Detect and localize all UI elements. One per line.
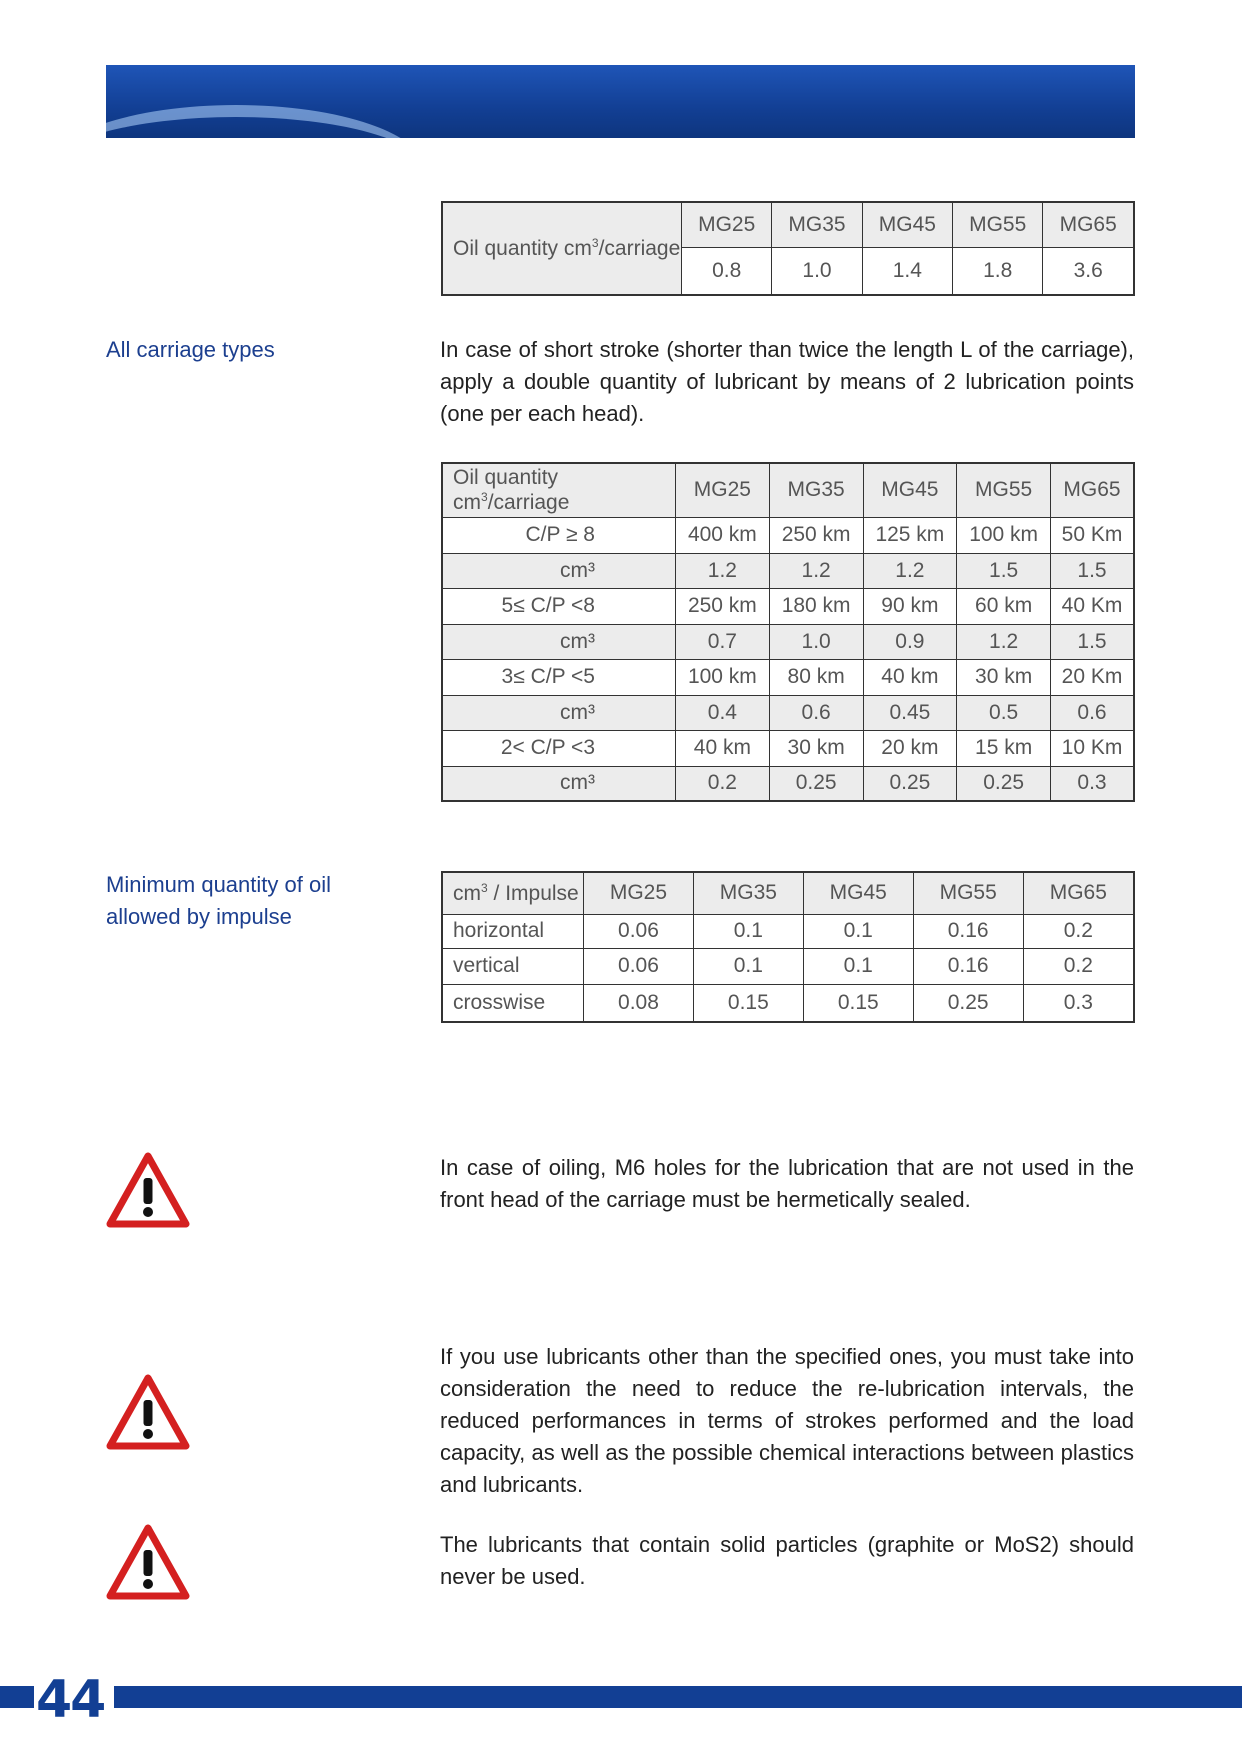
- table2-cell: 250 km: [769, 517, 863, 553]
- table2-row-label: cm³: [442, 766, 676, 801]
- table2-cell: 0.3: [1051, 766, 1135, 801]
- table2-cell: 1.5: [1051, 624, 1135, 659]
- table-row: [442, 984, 1134, 1022]
- table2-cell: 100 km: [957, 517, 1051, 553]
- table2-cell: 1.5: [1051, 553, 1135, 588]
- table2-header: MG25: [676, 463, 770, 517]
- table2-cell: 20 km: [863, 730, 957, 766]
- table2-cell: 1.2: [769, 553, 863, 588]
- table3-header: MG55: [913, 872, 1023, 914]
- table3-row-label: vertical: [442, 948, 584, 984]
- table2-cell: 180 km: [769, 588, 863, 624]
- table3-cell: 0.06: [584, 914, 694, 948]
- footer-bar: [0, 1686, 1242, 1708]
- table1-cell: 3.6: [1043, 247, 1134, 295]
- table2-cell: 0.25: [957, 766, 1051, 801]
- table-row: [442, 695, 1134, 730]
- table1-header: MG25: [682, 202, 772, 247]
- table2-cell: 20 Km: [1051, 659, 1135, 695]
- table1-cell: 0.8: [682, 247, 772, 295]
- all-carriage-types-label: All carriage types: [106, 337, 275, 362]
- table3-row-label: horizontal: [442, 914, 584, 948]
- table2-cell: 0.25: [769, 766, 863, 801]
- table2-row-label: 5≤ C/P <8: [442, 588, 676, 624]
- short-stroke-paragraph: In case of short stroke (shorter than twice the length L of the carriage), apply a double quantity of lubricant by means of 2 lubrication points (one per each head).: [440, 337, 1134, 426]
- table3-cell: 0.15: [803, 984, 913, 1022]
- table2-row-label: 2< C/P <3: [442, 730, 676, 766]
- table2-row-label: C/P ≥ 8: [442, 517, 676, 553]
- table2-cell: 0.2: [676, 766, 770, 801]
- table3-cell: 0.2: [1023, 914, 1134, 948]
- table2-cell: 10 Km: [1051, 730, 1135, 766]
- page-number: 44: [36, 1670, 105, 1730]
- table2-cell: 250 km: [676, 588, 770, 624]
- table3-corner-label: $cm^3$ / Impulse: [442, 872, 584, 914]
- table2-cell: 15 km: [957, 730, 1051, 766]
- table-row: [442, 517, 1134, 553]
- table-row: [442, 659, 1134, 695]
- table-row: [442, 948, 1134, 984]
- table1-header: MG65: [1043, 202, 1134, 247]
- table3-cell: 0.25: [913, 984, 1023, 1022]
- table2-cell: 50 Km: [1051, 517, 1135, 553]
- table2-row-label: cm³: [442, 624, 676, 659]
- table3-cell: 0.1: [693, 914, 803, 948]
- table2-cell: 125 km: [863, 517, 957, 553]
- table2-row-label: cm³: [442, 695, 676, 730]
- table2-cell: 100 km: [676, 659, 770, 695]
- table2-cell: 1.2: [863, 553, 957, 588]
- table3-cell: 0.15: [693, 984, 803, 1022]
- table-row: [442, 766, 1134, 801]
- table2-cell: 0.9: [863, 624, 957, 659]
- table2-cell: 0.5: [957, 695, 1051, 730]
- header-swoosh: [106, 105, 426, 138]
- table2-cell: 1.5: [957, 553, 1051, 588]
- table2-cell: 80 km: [769, 659, 863, 695]
- table1-header: MG45: [862, 202, 952, 247]
- table3-cell: 0.06: [584, 948, 694, 984]
- minimum-oil-label: [106, 869, 331, 933]
- oil-quantity-table: [441, 201, 1135, 296]
- table2-header: MG45: [863, 463, 957, 517]
- table2-cell: 30 km: [769, 730, 863, 766]
- table2-cell: 40 Km: [1051, 588, 1135, 624]
- table2-cell: 60 km: [957, 588, 1051, 624]
- table-row: [442, 553, 1134, 588]
- table-row: [442, 730, 1134, 766]
- table3-header: MG65: [1023, 872, 1134, 914]
- minimum-oil-label-line2: allowed by impulse: [106, 904, 292, 929]
- table2-header: MG55: [957, 463, 1051, 517]
- impulse-table: [441, 871, 1135, 1023]
- table2-cell: 400 km: [676, 517, 770, 553]
- header-banner: [106, 65, 1135, 138]
- table1-cell: 1.4: [862, 247, 952, 295]
- table2-row-label: 3≤ C/P <5: [442, 659, 676, 695]
- table3-cell: 0.3: [1023, 984, 1134, 1022]
- table2-cell: 90 km: [863, 588, 957, 624]
- warning-text-solid-particles: The lubricants that contain solid particles (graphite or MoS2) should never be used.: [440, 1532, 1134, 1589]
- table2-row-label: cm³: [442, 553, 676, 588]
- table2-cell: 1.2: [676, 553, 770, 588]
- table3-header: MG35: [693, 872, 803, 914]
- table2-cell: 0.6: [1051, 695, 1135, 730]
- table2-cell: 0.4: [676, 695, 770, 730]
- table2-header: MG65: [1051, 463, 1135, 517]
- table2-cell: 0.45: [863, 695, 957, 730]
- table-row: [442, 588, 1134, 624]
- table2-cell: 0.25: [863, 766, 957, 801]
- table3-row-label: crosswise: [442, 984, 584, 1022]
- warning-text-other-lubricants: If you use lubricants other than the specified ones, you must take into consideration the need to reduce the re-lubrication intervals, the reduced performances in terms of strokes performed and the load capacity, as well as the possible chemical interactions between plastics and lubricants.: [440, 1344, 1134, 1497]
- table3-cell: 0.1: [803, 914, 913, 948]
- table2-cell: 30 km: [957, 659, 1051, 695]
- table2-corner-label: Oil quantity $cm^3$/carriage: [442, 463, 676, 517]
- minimum-oil-label-line1: Minimum quantity of oil: [106, 872, 331, 897]
- table1-header: MG55: [953, 202, 1043, 247]
- warning-icon: [106, 1374, 190, 1450]
- relubrication-table: [441, 462, 1135, 802]
- table2-cell: 1.2: [957, 624, 1051, 659]
- table3-cell: 0.08: [584, 984, 694, 1022]
- table1-header: MG35: [772, 202, 862, 247]
- table-row: [442, 624, 1134, 659]
- table2-cell: 0.7: [676, 624, 770, 659]
- warning-text-sealed-holes: In case of oiling, M6 holes for the lubrication that are not used in the front head of the carriage must be hermetically sealed.: [440, 1155, 1134, 1212]
- warning-icon: [106, 1152, 190, 1228]
- table3-cell: 0.16: [913, 948, 1023, 984]
- table-row: [442, 914, 1134, 948]
- table1-cell: 1.8: [953, 247, 1043, 295]
- table3-header: MG25: [584, 872, 694, 914]
- table1-cell: 1.0: [772, 247, 862, 295]
- table2-header: MG35: [769, 463, 863, 517]
- table3-cell: 0.1: [693, 948, 803, 984]
- table2-cell: 0.6: [769, 695, 863, 730]
- table2-cell: 1.0: [769, 624, 863, 659]
- table2-cell: 40 km: [676, 730, 770, 766]
- table3-cell: 0.2: [1023, 948, 1134, 984]
- table3-cell: 0.16: [913, 914, 1023, 948]
- table2-cell: 40 km: [863, 659, 957, 695]
- warning-icon: [106, 1524, 190, 1600]
- table3-cell: 0.1: [803, 948, 913, 984]
- table1-row-label: Oil quantity $cm^3$/carriage: [442, 202, 682, 295]
- table3-header: MG45: [803, 872, 913, 914]
